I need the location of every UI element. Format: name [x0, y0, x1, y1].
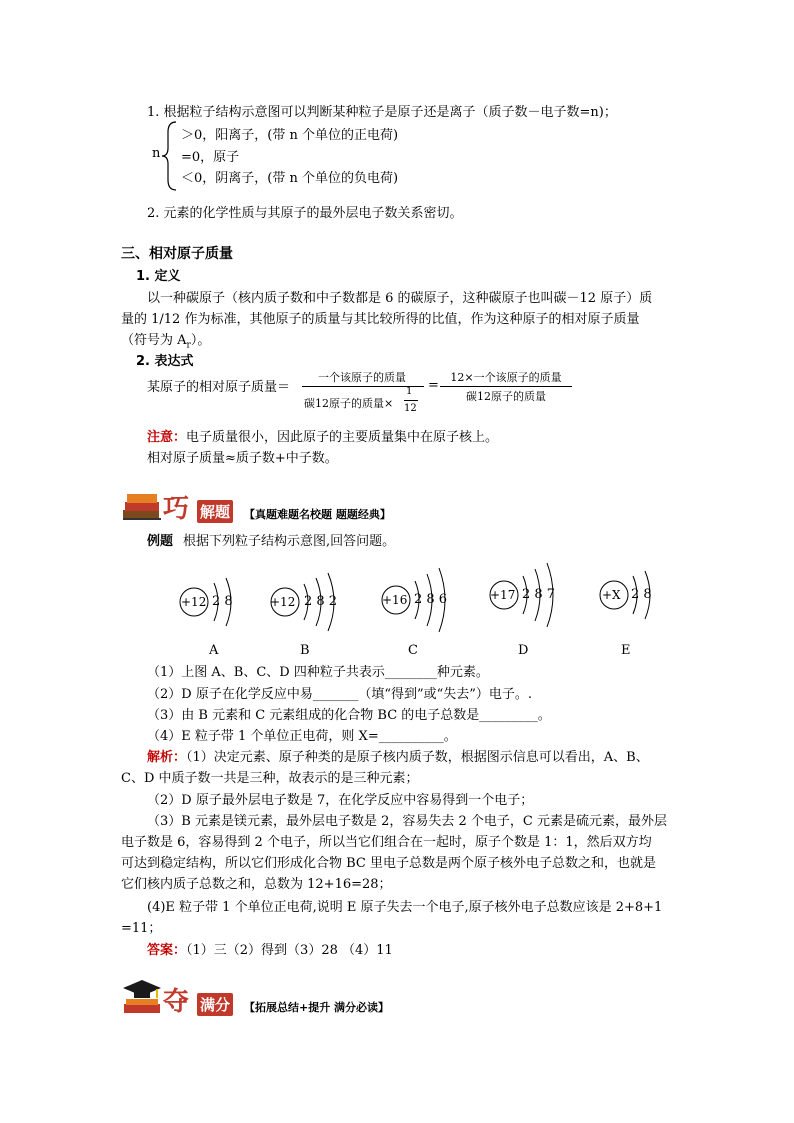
section-heading: 三、相对原子质量 [121, 246, 233, 262]
analysis-1-line-2: C、D 中质子数一共是三种，故表示的是三种元素； [121, 771, 419, 786]
fraction-1-denominator: 碳12原子的质量× [304, 397, 394, 410]
banner-solve [121, 488, 421, 524]
n-label: n [152, 146, 161, 161]
analysis-3-line-2: 电子数是 6，容易得到 2 个电子，所以当它们组合在一起时，原子个数是 1：1，然后双方均 [121, 835, 652, 850]
case-positive: ＞0，阳离子，(带 n 个单位的正电荷) [181, 128, 399, 143]
item-2: 2. 元素的化学性质与其原子的最外层电子数关系密切。 [147, 206, 463, 221]
nucleus-label-c: +16 [382, 593, 408, 607]
banner-big-char: 巧 [163, 494, 190, 524]
small-fraction-denominator: 12 [404, 403, 417, 414]
fraction-2-numerator: 12×一个该原子的质量 [450, 371, 562, 384]
small-fraction-bar [404, 400, 418, 401]
item-1: 1. 根据粒子结构示意图可以判断某种粒子是原子还是离子（质子数－电子数=n)； [147, 105, 617, 120]
banner-tag: 【真题难题名校题 题题经典】 [244, 508, 391, 521]
example-prompt: 例题 根据下列粒子结构示意图,回答问题。 [147, 534, 396, 549]
curly-brace-icon [160, 120, 180, 192]
banner-2-small-text: 满分 [197, 993, 233, 1016]
atom-letter-d: D [518, 643, 529, 658]
small-fraction-numerator: 1 [406, 386, 413, 397]
case-zero: =0，原子 [181, 150, 240, 165]
electrons-label-d: 2 8 7 [522, 587, 556, 602]
definition-line-1: 以一种碳原子（核内质子数和中子数都是 6 的碳原子，这种碳原子也叫碳－12 原子）质 [147, 291, 653, 306]
banner-2-big-char: 夺 [163, 987, 190, 1017]
nucleus-label-e: +X [602, 588, 621, 602]
expression-lhs: 某原子的相对原子质量＝ [147, 380, 291, 395]
analysis-3-line-1: （3）B 元素是镁元素，最外层电子数是 2，容易失去 2 个电子，C 元素是硫元素，最外层 [147, 814, 667, 829]
electrons-label-e: 2 8 [631, 587, 652, 602]
analysis-3-line-4: 它们核内质子总数之和，总数为 12+16=28； [121, 877, 392, 892]
equals-sign: = [428, 378, 439, 393]
question-1: （1）上图 A、B、C、D 四种粒子共表示________种元素。 [147, 665, 489, 680]
atom-letter-e: E [621, 643, 631, 658]
fraction-2-denominator: 碳12原子的质量 [466, 390, 546, 403]
answer: 答案：（1）三（2）得到（3）28 （4）11 [147, 943, 393, 958]
approximation: 相对原子质量≈质子数+中子数。 [147, 451, 338, 466]
electrons-label-c: 2 8 6 [414, 592, 448, 607]
atom-letter-b: B [300, 643, 310, 658]
analysis-4-line-2: =11； [121, 921, 162, 936]
analysis-1-line-1: 解析：（1）决定元素、原子种类的是原子核内质子数，根据图示信息可以看出，A、B、 [147, 750, 649, 765]
case-negative: ＜0，阴离子，(带 n 个单位的负电荷) [181, 171, 399, 186]
banner-full-score [121, 978, 431, 1018]
electrons-label-a: 2 8 [212, 594, 233, 609]
atom-letter-a: A [209, 643, 219, 658]
banner-2-tag: 【拓展总结+提升 满分必读】 [244, 1001, 390, 1014]
graduation-cap-icon [121, 978, 163, 1016]
question-4: （4）E 粒子带 1 个单位正电荷，则 X=__________。 [147, 729, 457, 744]
definition-heading: 1. 定义 [136, 269, 181, 284]
analysis-4-line-1: (4)E 粒子带 1 个单位正电荷,说明 E 原子失去一个电子,原子核外电子总数应该是 2+8+1 [147, 900, 663, 915]
note: 注意：电子质量很小，因此原子的主要质量集中在原子核上。 [147, 430, 499, 445]
definition-line-2: 量的 1/12 作为标准，其他原子的质量与其比较所得的比值，作为这种原子的相对原子质量 [121, 312, 640, 327]
electrons-label-b: 2 8 2 [304, 594, 338, 609]
book-stack-icon [121, 490, 163, 522]
banner-small-text: 解题 [197, 500, 233, 523]
nucleus-label-a: +12 [181, 595, 207, 609]
fraction-2-bar [440, 386, 572, 387]
analysis-2: （2）D 原子最外层电子数是 7，在化学反应中容易得到一个电子； [147, 793, 534, 808]
expression-heading: 2. 表达式 [136, 354, 194, 369]
analysis-3-line-3: 可达到稳定结构，所以它们形成化合物 BC 里电子总数是两个原子核外电子总数之和，也就是 [121, 856, 657, 871]
question-2: （2）D 原子在化学反应中易_______（填“得到”或“失去”）电子。. [147, 687, 533, 702]
atom-letter-c: C [408, 643, 418, 658]
fraction-1-numerator: 一个该原子的质量 [318, 371, 406, 384]
nucleus-label-d: +17 [490, 588, 516, 602]
nucleus-label-b: +12 [270, 595, 296, 609]
definition-line-3: （符号为 $A_r$）。 [121, 333, 211, 351]
question-3: （3）由 B 元素和 C 元素组成的化合物 BC 的电子总数是_________。 [147, 708, 551, 723]
